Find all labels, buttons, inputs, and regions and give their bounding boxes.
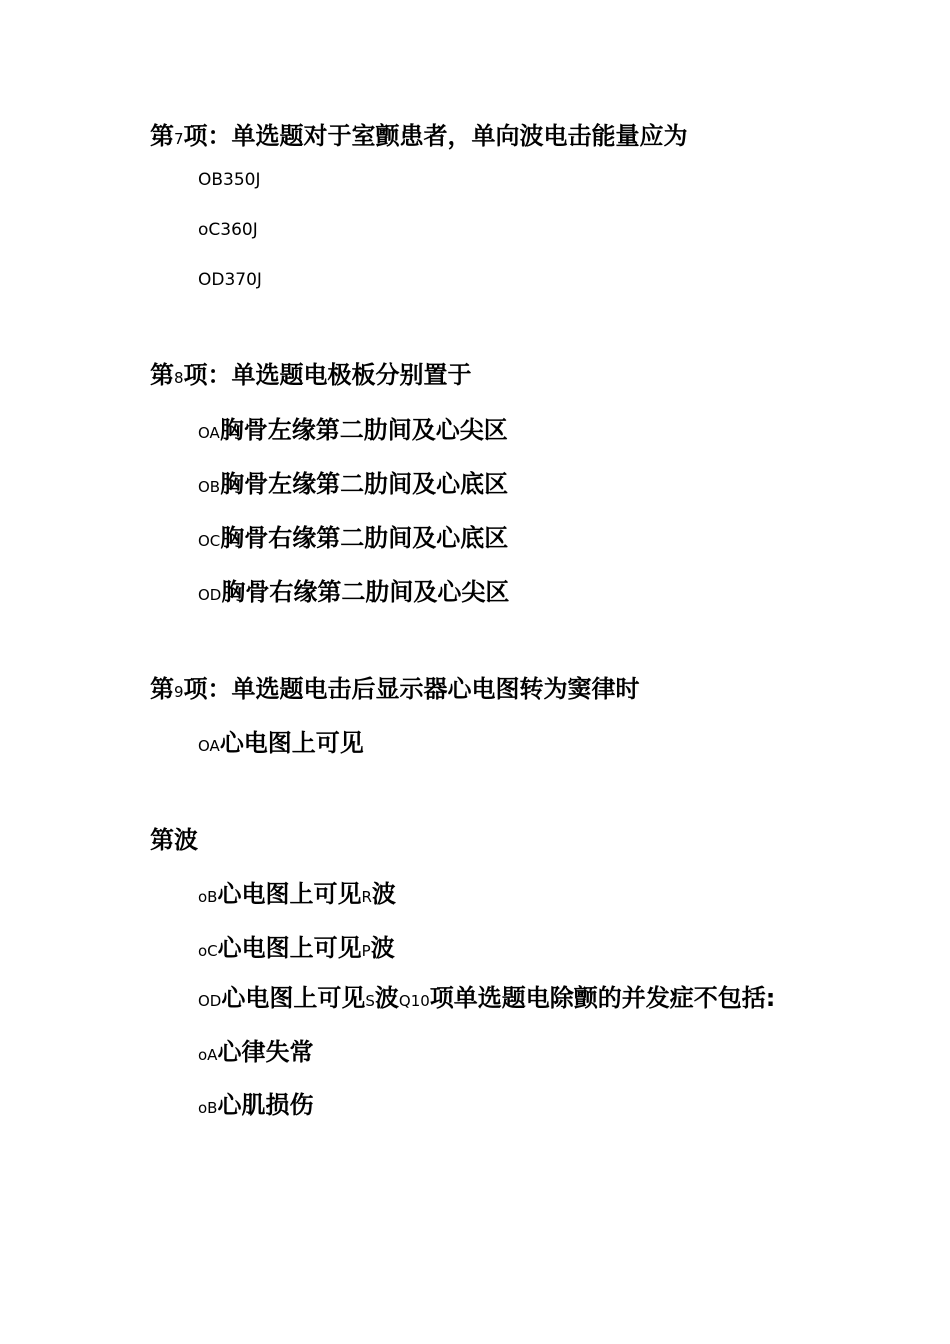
question-9-title: 第9项：单选题电击后显示器心电图转为窦律时 (150, 675, 640, 703)
question-8-option-b[interactable]: OB胸骨左缘第二肋间及心底区 (198, 470, 509, 498)
question-7-title: 第7项：单选题对于室颤患者，单向波电击能量应为 (150, 122, 688, 150)
question-7-option-d[interactable]: OD370J (198, 270, 262, 290)
question-9-option-a[interactable]: OA心电图上可见 (198, 729, 364, 757)
question-9-option-b[interactable]: oB心电图上可见R波 (198, 880, 396, 908)
fragment-heading: 第波 (150, 826, 198, 854)
question-9-option-d-and-question-10-title[interactable]: OD心电图上可见S波Q10项单选题电除颤的并发症不包括: (198, 984, 776, 1012)
question-8-title: 第8项：单选题电极板分别置于 (150, 361, 472, 389)
question-9-option-c[interactable]: oC心电图上可见P波 (198, 934, 395, 962)
question-7-option-b[interactable]: OB350J (198, 170, 261, 190)
question-7-option-c[interactable]: oC360J (198, 220, 258, 240)
question-10-option-b[interactable]: oB心肌损伤 (198, 1091, 314, 1119)
question-8-option-c[interactable]: OC胸骨右缘第二肋间及心底区 (198, 524, 509, 552)
question-8-option-d[interactable]: OD胸骨右缘第二肋间及心尖区 (198, 578, 510, 606)
question-8-option-a[interactable]: OA胸骨左缘第二肋间及心尖区 (198, 416, 508, 444)
question-10-option-a[interactable]: oA心律失常 (198, 1038, 314, 1066)
